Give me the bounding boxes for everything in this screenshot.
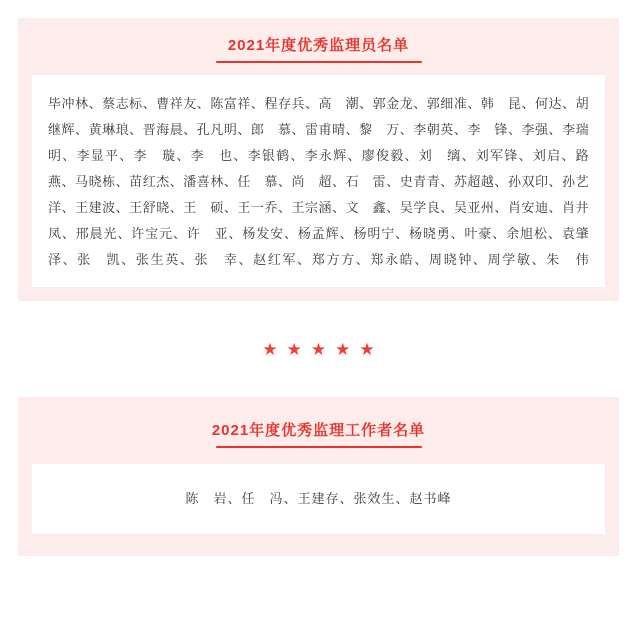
title-underline-2 [216,446,422,448]
section-title-2: 2021年度优秀监理工作者名单 [211,422,426,439]
star-icon: ★ [359,339,375,359]
star-icon: ★ [262,339,278,359]
star-icon: ★ [310,339,327,359]
title-underline-1 [216,61,422,63]
names-card-2 [32,464,605,534]
star-icon: ★ [335,339,351,359]
section-excellent-supervisors [18,18,619,301]
document-page [0,18,637,634]
star-icon: ★ [286,339,302,359]
names-list-1: 毕冲林、蔡志标、曹祥友、陈富祥、程存兵、高 潮、郭金龙、郭细准、韩 昆、何达、胡继辉、黄琳琅、晋海晨、孔凡明、郎 慕、雷甫晴、黎 万、李朝英、李 锋、李强、李瑞明、李显平、李 璇、李 也、李银鹤、李永辉、廖俊毅、刘 缡、刘军锋、刘启、路 燕、马晓栋、苗红杰、潘喜林、任 慕、尚 超、石 雷、史青青、苏超越、孙双印、孙艺洋、王建波、王舒晓、王 硕、王一乔、王宗涵、文 鑫、吴学良、吴亚州、肖安迪、肖井凤、邢晨光、许宝元、许 亚、杨发安、杨孟辉、杨明宁、杨晓勇、叶豪、余旭松、袁肇泽、张 凯、张生英、张 幸、赵红军、郑方方、郑永皓、周晓钟、周学敏、朱 伟 [48,96,603,267]
section-title-1: 2021年度优秀监理员名单 [227,37,410,54]
section-excellent-workers [18,397,619,556]
names-list-2: 陈 岩、任 冯、王建存、张效生、赵书峰 [185,491,452,506]
names-card-1 [32,75,605,287]
star-divider [0,301,637,397]
